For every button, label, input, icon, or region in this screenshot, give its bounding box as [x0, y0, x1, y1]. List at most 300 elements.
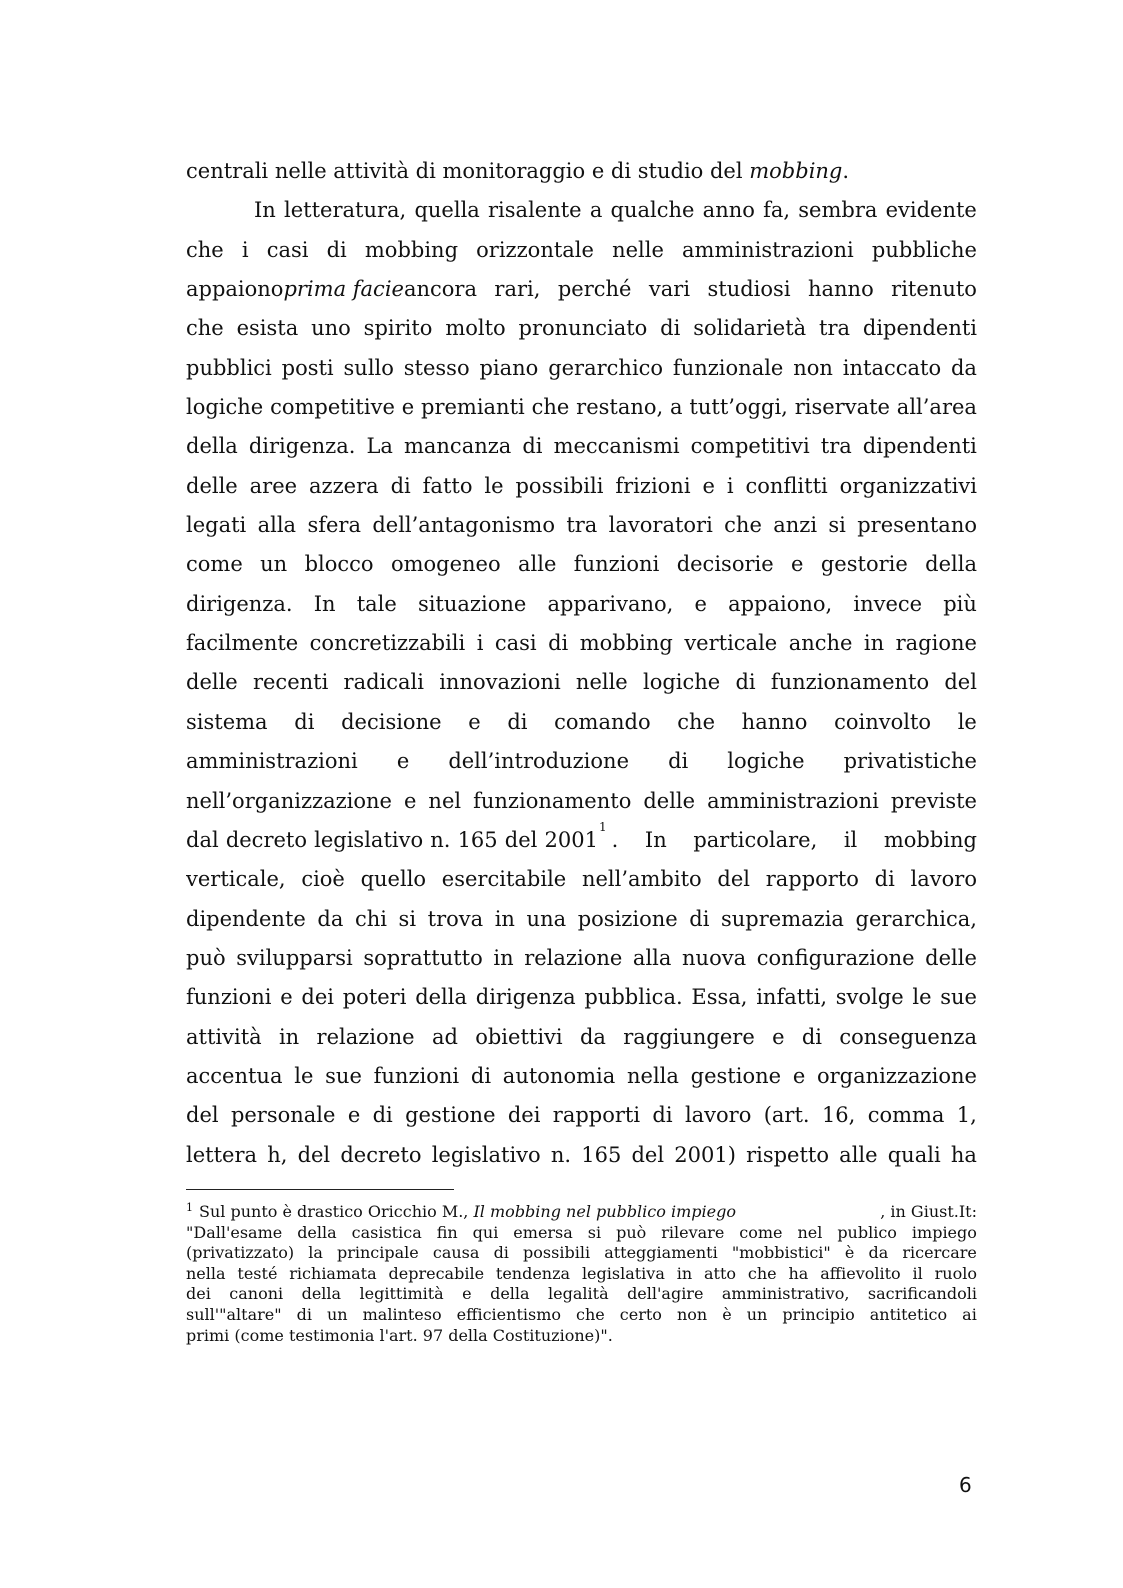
- word: un: [746, 1304, 768, 1324]
- word: cioè: [301, 867, 345, 892]
- word: si: [398, 906, 417, 931]
- word: presentano: [857, 513, 977, 538]
- word: in: [494, 906, 515, 931]
- word: tra: [819, 316, 851, 341]
- word: sfera: [307, 513, 361, 538]
- footnote-separator: [186, 1189, 454, 1190]
- word: conflitti: [745, 473, 828, 498]
- word: uno: [311, 316, 351, 341]
- word: nell’ambito: [581, 867, 702, 892]
- word: 1,: [956, 1103, 977, 1128]
- word: del: [717, 867, 750, 892]
- word: e: [462, 1284, 472, 1304]
- word: fatto: [422, 473, 473, 498]
- word: a: [670, 395, 683, 420]
- word: funzionale: [672, 355, 784, 380]
- word: nuova: [682, 945, 747, 970]
- footnote-line: 1 Sul punto è drastico Oricchio M., Il mobbing nel pubblico impiego , in Giust.It:: [186, 1202, 977, 1221]
- word: orizzontale: [476, 237, 594, 262]
- word: invece: [853, 591, 923, 616]
- word: svilupparsi: [236, 945, 353, 970]
- word: sull'"altare": [186, 1304, 282, 1324]
- justified-line: [186, 191, 977, 230]
- word: gestione: [690, 1063, 782, 1088]
- italic-title: Il mobbing nel pubblico impiego: [473, 1202, 736, 1221]
- justified-line: [186, 1096, 977, 1135]
- word: stesso: [403, 355, 470, 380]
- justified-line: [186, 585, 977, 624]
- word: soprattutto: [363, 945, 483, 970]
- word: dal: [186, 827, 219, 852]
- word: nella: [186, 1263, 226, 1283]
- word: sue: [325, 1063, 362, 1088]
- word: dei: [507, 1103, 541, 1128]
- word: tra: [566, 513, 598, 538]
- word: efficientismo: [456, 1304, 562, 1324]
- word: funzioni: [186, 985, 272, 1010]
- word: coinvolto: [834, 709, 932, 734]
- word: legalità: [548, 1284, 609, 1304]
- justified-line: [186, 231, 977, 270]
- word: comma: [867, 1103, 945, 1128]
- word: anzi: [773, 513, 818, 538]
- word: ricercare: [902, 1243, 977, 1263]
- justified-line: [186, 467, 977, 506]
- word: pronunciato: [518, 316, 648, 341]
- word: e: [702, 473, 715, 498]
- word: nelle: [612, 237, 664, 262]
- word: studiosi: [707, 277, 791, 302]
- word: fin: [436, 1222, 458, 1242]
- word: di: [326, 237, 347, 262]
- word: più: [943, 591, 977, 616]
- word: anno: [702, 198, 755, 223]
- word: mobbing: [364, 237, 459, 262]
- word: infatti,: [756, 985, 828, 1010]
- word: legislativa: [581, 1263, 665, 1283]
- word: e: [396, 749, 410, 774]
- word: alle: [839, 1142, 878, 1167]
- footnote-line: [186, 1305, 977, 1326]
- word: da: [317, 906, 344, 931]
- word: non: [793, 355, 833, 380]
- word: fa,: [763, 198, 791, 223]
- word: esercitabile: [441, 867, 567, 892]
- footnote-line: [186, 1264, 977, 1285]
- word: di: [296, 1304, 312, 1324]
- justified-line: [186, 821, 977, 860]
- word: di: [652, 1103, 673, 1128]
- word: personale: [230, 1103, 336, 1128]
- word: Essa,: [691, 985, 748, 1010]
- word: di: [507, 709, 528, 734]
- word: gerarchica,: [855, 906, 977, 931]
- word: di: [874, 867, 895, 892]
- word: (privatizzato): [186, 1243, 295, 1263]
- word: letteratura,: [284, 198, 407, 223]
- word: alla: [257, 513, 297, 538]
- word: una: [526, 906, 567, 931]
- word: configurazione: [756, 945, 915, 970]
- word: causa: [432, 1243, 480, 1263]
- word: affievolito: [820, 1263, 901, 1283]
- word: pubblica.: [584, 985, 683, 1010]
- word: attività: [186, 1024, 262, 1049]
- word: ai: [962, 1304, 977, 1324]
- word: e: [694, 591, 707, 616]
- word: che: [576, 1304, 605, 1324]
- word: i: [726, 473, 734, 498]
- word: può: [186, 945, 226, 970]
- word: vari: [648, 277, 691, 302]
- word: di: [493, 1243, 509, 1263]
- word: "Dall'esame: [186, 1222, 283, 1242]
- word: del: [297, 1142, 331, 1167]
- word: anche: [788, 631, 853, 656]
- word: radicali: [343, 670, 424, 695]
- word: ritenuto: [891, 277, 977, 302]
- word: che: [724, 513, 762, 538]
- word: In: [254, 198, 276, 223]
- word: aree: [249, 473, 298, 498]
- word: di: [522, 434, 543, 459]
- word: dipendenti: [862, 316, 977, 341]
- word: atto: [704, 1263, 737, 1283]
- word: è: [722, 1304, 732, 1324]
- word: 16,: [821, 1103, 856, 1128]
- word: di: [470, 1063, 492, 1088]
- word: di: [660, 316, 681, 341]
- word: logiche: [186, 395, 264, 420]
- word: di: [390, 473, 411, 498]
- word: n.: [430, 827, 451, 852]
- word: supremazia: [721, 906, 844, 931]
- word: rispetto: [746, 1142, 829, 1167]
- word: come: [739, 1222, 783, 1242]
- footnote-line: primi (come testimonia l'art. 97 della Costituzione)".: [186, 1325, 613, 1345]
- word: nel: [428, 788, 462, 813]
- word: rilevare: [661, 1222, 725, 1242]
- word: dell’introduzione: [448, 749, 629, 774]
- justified-line: [186, 624, 977, 663]
- word: particolare,: [693, 827, 818, 852]
- word: dei: [186, 1284, 211, 1304]
- word: le: [957, 709, 977, 734]
- word: si: [828, 513, 846, 538]
- word: decreto: [225, 827, 307, 852]
- word: legati: [186, 513, 247, 538]
- word: dei: [301, 985, 334, 1010]
- italic-term: prima facie: [283, 277, 404, 302]
- word: facilmente: [186, 631, 299, 656]
- word: qualche: [610, 198, 695, 223]
- word: privatistiche: [843, 749, 977, 774]
- word: della: [415, 985, 468, 1010]
- word: della: [490, 1284, 530, 1304]
- word: tra: [820, 434, 852, 459]
- word: e: [401, 395, 415, 420]
- word: il: [912, 1263, 923, 1283]
- word: funzioni: [373, 1063, 460, 1088]
- word: quella: [414, 198, 480, 223]
- word: del: [631, 1142, 665, 1167]
- word: decisorie: [676, 552, 774, 577]
- word: solidarietà: [693, 316, 807, 341]
- word: amministrazioni: [707, 788, 879, 813]
- word: amministrazioni: [186, 749, 358, 774]
- word: dipendenti: [862, 434, 977, 459]
- word: delle: [186, 473, 238, 498]
- word: frizioni: [615, 473, 691, 498]
- word: relazione: [524, 945, 623, 970]
- justified-line: [186, 349, 977, 388]
- word: e: [772, 1024, 785, 1049]
- word: conseguenza: [839, 1024, 977, 1049]
- word: rapporti: [552, 1103, 641, 1128]
- word: deprecabile: [388, 1263, 485, 1283]
- word: legislativo: [431, 1142, 541, 1167]
- word: legittimità: [359, 1284, 444, 1304]
- word: previste: [890, 788, 977, 813]
- word: publico: [837, 1222, 897, 1242]
- word: e: [403, 788, 417, 813]
- word: svolge: [835, 985, 904, 1010]
- word: autonomia: [502, 1063, 616, 1088]
- justified-line: [186, 427, 977, 466]
- word: all’area: [896, 395, 977, 420]
- word: pubbliche: [871, 237, 977, 262]
- word: casi: [266, 237, 309, 262]
- word: della: [925, 552, 977, 577]
- word: blocco: [304, 552, 374, 577]
- word: riservate: [794, 395, 890, 420]
- word: rapporto: [765, 867, 859, 892]
- justified-line: [186, 1136, 977, 1175]
- word: lavoratori: [608, 513, 713, 538]
- word: gestorie: [820, 552, 908, 577]
- word: mobbing: [579, 631, 673, 656]
- word: delle: [643, 788, 696, 813]
- word: In: [313, 591, 336, 616]
- word: ragione: [895, 631, 977, 656]
- word: di: [372, 1103, 393, 1128]
- word: verticale: [684, 631, 778, 656]
- justified-line: [186, 900, 977, 939]
- word: n.: [550, 1142, 572, 1167]
- word: delle: [186, 670, 238, 695]
- word: premianti: [421, 395, 525, 420]
- word: nell’organizzazione: [186, 788, 392, 813]
- word: da: [868, 1243, 889, 1263]
- footnote-line: [186, 1223, 977, 1244]
- word: come: [186, 552, 243, 577]
- word: di: [735, 670, 756, 695]
- word: chi: [354, 906, 387, 931]
- word: si: [587, 1222, 602, 1242]
- word: dirigenza.: [186, 591, 293, 616]
- word: di: [668, 749, 689, 774]
- word: un: [260, 552, 288, 577]
- word: di: [801, 1024, 823, 1049]
- word: è: [844, 1243, 855, 1263]
- word: gerarchico: [548, 355, 664, 380]
- word: possibili: [515, 473, 604, 498]
- justified-line: [186, 663, 977, 702]
- word: di: [548, 631, 569, 656]
- word: spirito: [363, 316, 433, 341]
- word: dell'agire: [627, 1284, 704, 1304]
- word: da: [950, 355, 977, 380]
- word: le: [484, 473, 504, 498]
- word: (art.: [763, 1103, 810, 1128]
- word: nel: [797, 1222, 823, 1242]
- word: malinteso: [362, 1304, 442, 1324]
- footnote-reference: 1: [599, 820, 607, 834]
- word: amministrativo,: [721, 1284, 850, 1304]
- word: innovazioni: [439, 670, 561, 695]
- word: molto: [445, 316, 506, 341]
- word: h,: [267, 1142, 288, 1167]
- word: .: [611, 827, 619, 852]
- word: tutt’oggi,: [689, 395, 788, 420]
- word: apparivano,: [547, 591, 674, 616]
- word: che: [531, 395, 570, 420]
- word: In: [644, 827, 667, 852]
- word: il: [843, 827, 858, 852]
- word: sacrificandoli: [867, 1284, 977, 1304]
- word: a: [589, 198, 603, 223]
- word: non: [676, 1304, 708, 1324]
- word: lavoro: [910, 867, 977, 892]
- word: in: [278, 1024, 300, 1049]
- word: nella: [627, 1063, 679, 1088]
- footnote-number: 1: [186, 1202, 193, 1214]
- body-text: [186, 152, 977, 1175]
- word: 2001): [674, 1142, 736, 1167]
- word: decisione: [341, 709, 442, 734]
- justified-line: [186, 703, 977, 742]
- word: situazione: [417, 591, 527, 616]
- word: hanno: [807, 277, 874, 302]
- word: impiego: [911, 1222, 977, 1242]
- word: piano: [479, 355, 539, 380]
- justified-line: [186, 1018, 977, 1057]
- word: alla: [632, 945, 672, 970]
- word: dirigenza.: [248, 434, 356, 459]
- word: che: [186, 237, 224, 262]
- word: restano,: [576, 395, 664, 420]
- word: in: [863, 631, 885, 656]
- justified-line: [186, 782, 977, 821]
- word: evidente: [885, 198, 977, 223]
- word: ruolo: [934, 1263, 977, 1283]
- word: dipendente: [186, 906, 306, 931]
- word: lettera: [186, 1142, 258, 1167]
- word: recenti: [252, 670, 329, 695]
- word: organizzativi: [839, 473, 977, 498]
- word: casistica: [351, 1222, 422, 1242]
- word: ad: [431, 1024, 458, 1049]
- word: che: [677, 709, 715, 734]
- footnote-line: [186, 1284, 977, 1305]
- word: e: [792, 1063, 806, 1088]
- word: emersa: [513, 1222, 573, 1242]
- word: funzioni: [573, 552, 660, 577]
- footnote-anchor-text: [186, 821, 598, 860]
- page-number: 6: [959, 1473, 972, 1497]
- word: 165: [581, 1142, 622, 1167]
- word: dell’antagonismo: [372, 513, 555, 538]
- justified-line: [186, 939, 977, 978]
- word: che: [747, 1263, 777, 1283]
- word: tale: [356, 591, 397, 616]
- word: azzera: [309, 473, 379, 498]
- justified-line: [186, 742, 977, 781]
- word: un: [327, 1304, 348, 1324]
- word: appaiono,: [728, 591, 833, 616]
- word: certo: [619, 1304, 662, 1324]
- word: mancanza: [403, 434, 512, 459]
- justified-line: [186, 506, 977, 545]
- word: legislativo: [314, 827, 424, 852]
- word: può: [616, 1222, 647, 1242]
- word: da: [579, 1024, 606, 1049]
- footnote: [186, 1202, 977, 1346]
- word: del: [944, 670, 977, 695]
- word: tendenza: [495, 1263, 571, 1283]
- word: dirigenza: [475, 985, 576, 1010]
- word: del: [504, 827, 538, 852]
- justified-line: [186, 860, 977, 899]
- word: amministrazioni: [682, 237, 854, 262]
- word: quello: [360, 867, 427, 892]
- word: la: [308, 1243, 323, 1263]
- word: funzionamento: [770, 670, 930, 695]
- word: "mobbistici": [731, 1243, 831, 1263]
- word: di: [689, 906, 710, 931]
- word: canoni: [229, 1284, 284, 1304]
- word: casi: [494, 631, 537, 656]
- footnote-line: [186, 1243, 977, 1264]
- word: atteggiamenti: [604, 1243, 718, 1263]
- word: ha: [950, 1142, 977, 1167]
- word: mobbing: [883, 827, 977, 852]
- word: competitive: [270, 395, 395, 420]
- word: trova: [427, 906, 484, 931]
- word: che: [186, 316, 224, 341]
- word: della: [297, 1222, 337, 1242]
- word: quali: [887, 1142, 941, 1167]
- word: qui: [472, 1222, 499, 1242]
- word: logiche: [642, 670, 721, 695]
- justified-line: [186, 545, 977, 584]
- word: alle: [518, 552, 557, 577]
- word: della: [301, 1284, 342, 1304]
- word: delle: [925, 945, 977, 970]
- word: le: [294, 1063, 314, 1088]
- word: e: [468, 709, 481, 734]
- word: competitivi: [690, 434, 810, 459]
- word: omogeneo: [390, 552, 501, 577]
- word: decreto: [340, 1142, 422, 1167]
- word: le: [912, 985, 932, 1010]
- word: antitetico: [869, 1304, 948, 1324]
- word: gestione: [405, 1103, 496, 1128]
- word: sembra: [798, 198, 878, 223]
- word: perché: [557, 277, 632, 302]
- word: poteri: [342, 985, 407, 1010]
- word: e: [280, 985, 293, 1010]
